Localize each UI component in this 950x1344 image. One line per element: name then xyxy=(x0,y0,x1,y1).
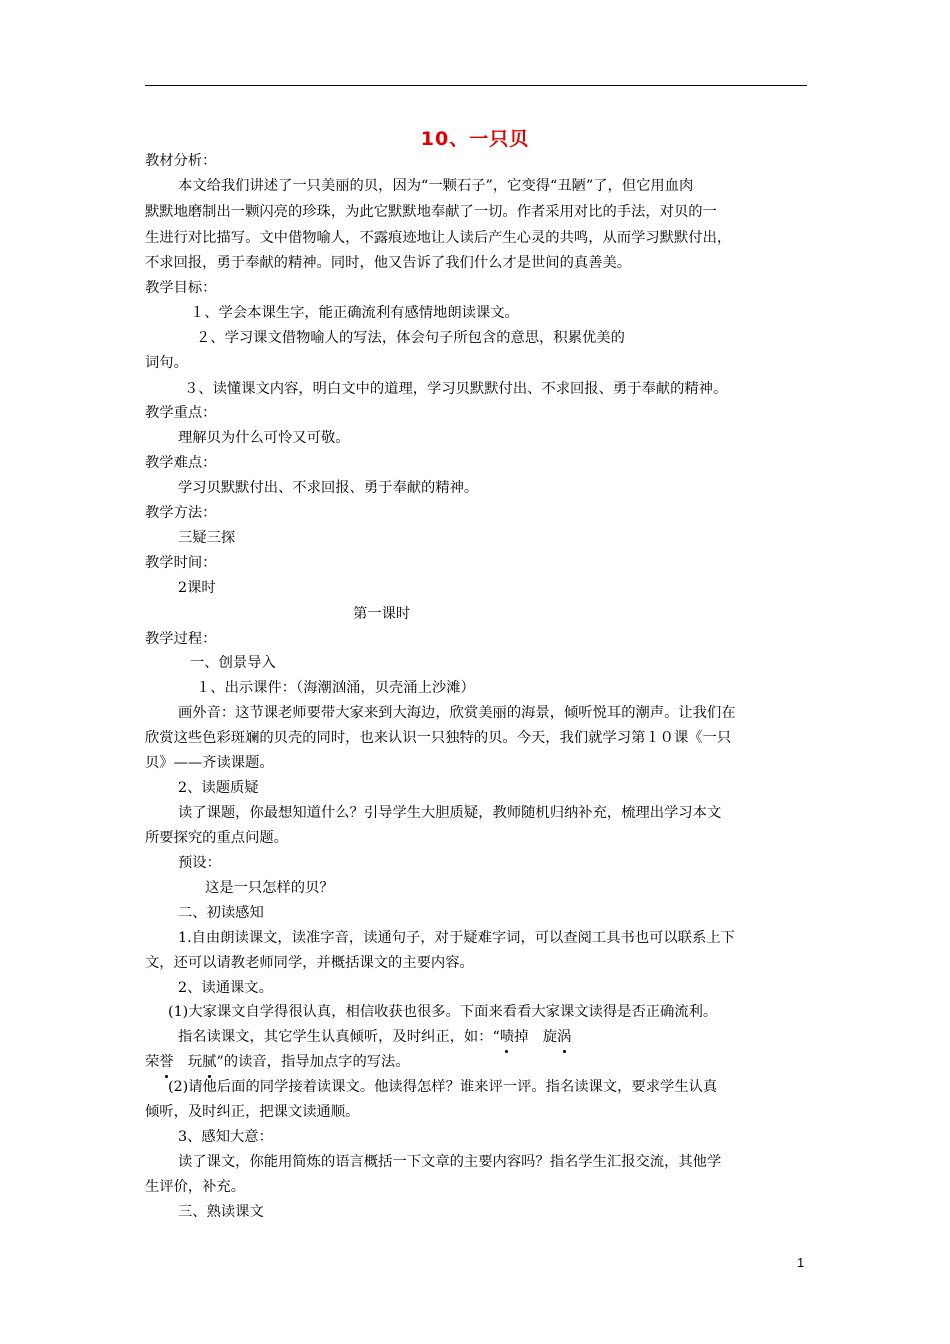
heading-key-point: 教学重点： xyxy=(145,405,217,421)
step-2-2: 2、读通课文。 xyxy=(178,980,273,996)
paragraph-line: 文，还可以请教老师同学，并概括课文的主要内容。 xyxy=(145,955,474,971)
lesson-heading: 第一课时 xyxy=(353,606,411,622)
line-text: 掉 旋 xyxy=(514,1029,558,1045)
goal-item-3: ３、读懂课文内容，明白文中的道理，学习贝默默付出、不求回报、勇于奉献的精神。 xyxy=(184,381,728,397)
heading-process: 教学过程： xyxy=(145,631,217,647)
paragraph-line: 默默地磨制出一颗闪亮的珍珠，为此它默默地奉献了一切。作者采用对比的手法，对贝的一 xyxy=(145,204,717,220)
emphasized-char: 涡 xyxy=(557,1026,571,1048)
section-heading-1: 一、创景导入 xyxy=(190,655,276,671)
preset-question: 这是一只怎样的贝？ xyxy=(205,880,334,896)
heading-material-analysis: 教材分析： xyxy=(145,153,217,169)
header-rule xyxy=(145,85,807,86)
preset-label: 预设： xyxy=(178,855,221,871)
difficulty-text: 学习贝默默付出、不求回报、勇于奉献的精神。 xyxy=(178,480,479,496)
goal-item-2-cont: 词句。 xyxy=(145,355,188,371)
page-number: 1 xyxy=(797,1255,805,1270)
paragraph-line: 不求回报，勇于奉献的精神。同时，他又告诉了我们什么才是世间的真善美。 xyxy=(145,255,632,271)
section-heading-2: 二、初读感知 xyxy=(178,905,264,921)
paragraph-line: 生进行对比描写。文中借物喻人，不露痕迹地让人读后产生心灵的共鸣，从而学习默默付出， xyxy=(145,230,732,246)
page-title: 10、一只贝 xyxy=(420,128,530,150)
heading-time: 教学时间： xyxy=(145,555,217,571)
section-heading-3: 三、熟读课文 xyxy=(178,1204,264,1220)
paragraph-line xyxy=(178,1026,571,1048)
line-text: 荣 xyxy=(145,1054,160,1070)
step-1-1: １、出示课件：（海潮汹涌，贝壳涌上沙滩） xyxy=(196,680,475,696)
goal-item-2: ２、学习课文借物喻人的写法，体会句子所包含的意思，积累优美的 xyxy=(196,330,625,346)
time-text: 2课时 xyxy=(178,580,216,596)
paragraph-line: 读了课题，你最想知道什么？引导学生大胆质疑，教师随机归纳补充，梳理出学习本文 xyxy=(178,805,722,821)
emphasized-char: 啧 xyxy=(500,1026,514,1048)
key-point-text: 理解贝为什么可怜又可敬。 xyxy=(178,430,350,446)
step-1-2: 2、读题质疑 xyxy=(178,780,259,796)
paragraph-line: 倾听，及时纠正，把课文读通顺。 xyxy=(145,1104,360,1120)
heading-method: 教学方法： xyxy=(145,505,217,521)
paragraph-line: (1)大家课文自学得很认真，相信收获也很多。下面来看看大家课文读得是否正确流利。 xyxy=(168,1004,718,1020)
paragraph-line: 欣赏这些色彩斑斓的贝壳的同时，也来认识一只独特的贝。今天，我们就学习第１０课《一只 xyxy=(145,730,732,746)
goal-item-1: １、学会本课生字，能正确流利有感情地朗读课文。 xyxy=(190,305,519,321)
paragraph-line: 所要探究的重点问题。 xyxy=(145,830,288,846)
paragraph-line: (2)请他后面的同学接着读课文。他读得怎样？谁来评一评。指名读课文，要求学生认真 xyxy=(168,1079,718,1095)
heading-teaching-goals: 教学目标： xyxy=(145,280,217,296)
paragraph-line: 生评价，补充。 xyxy=(145,1179,246,1195)
paragraph-line xyxy=(145,1051,410,1073)
paragraph-line: 1.自由朗读课文，读准字音，读通句子，对于疑难字词，可以查阅工具书也可以联系上下 xyxy=(178,930,735,946)
line-text: ”的读音，指导加点字的写法。 xyxy=(216,1054,410,1070)
paragraph-line: 画外音：这节课老师要带大家来到大海边，欣赏美丽的海景，倾听悦耳的潮声。让我们在 xyxy=(178,705,736,721)
heading-difficulty: 教学难点： xyxy=(145,455,217,471)
emphasized-char: 腻 xyxy=(202,1051,216,1073)
step-2-3: 3、感知大意： xyxy=(178,1129,273,1145)
line-text: 玩 xyxy=(173,1054,203,1070)
emphasized-char: 誉 xyxy=(159,1051,173,1073)
paragraph-line: 本文给我们讲述了一只美丽的贝，因为“一颗石子”，它变得“丑陋”了，但它用血肉 xyxy=(178,178,694,194)
paragraph-line: 读了课文，你能用简炼的语言概括一下文章的主要内容吗？指名学生汇报交流，其他学 xyxy=(178,1154,722,1170)
paragraph-line: 贝》——齐读课题。 xyxy=(145,755,274,771)
method-text: 三疑三探 xyxy=(178,530,236,546)
line-text: 指名读课文，其它学生认真倾听，及时纠正，如：“ xyxy=(178,1029,500,1045)
